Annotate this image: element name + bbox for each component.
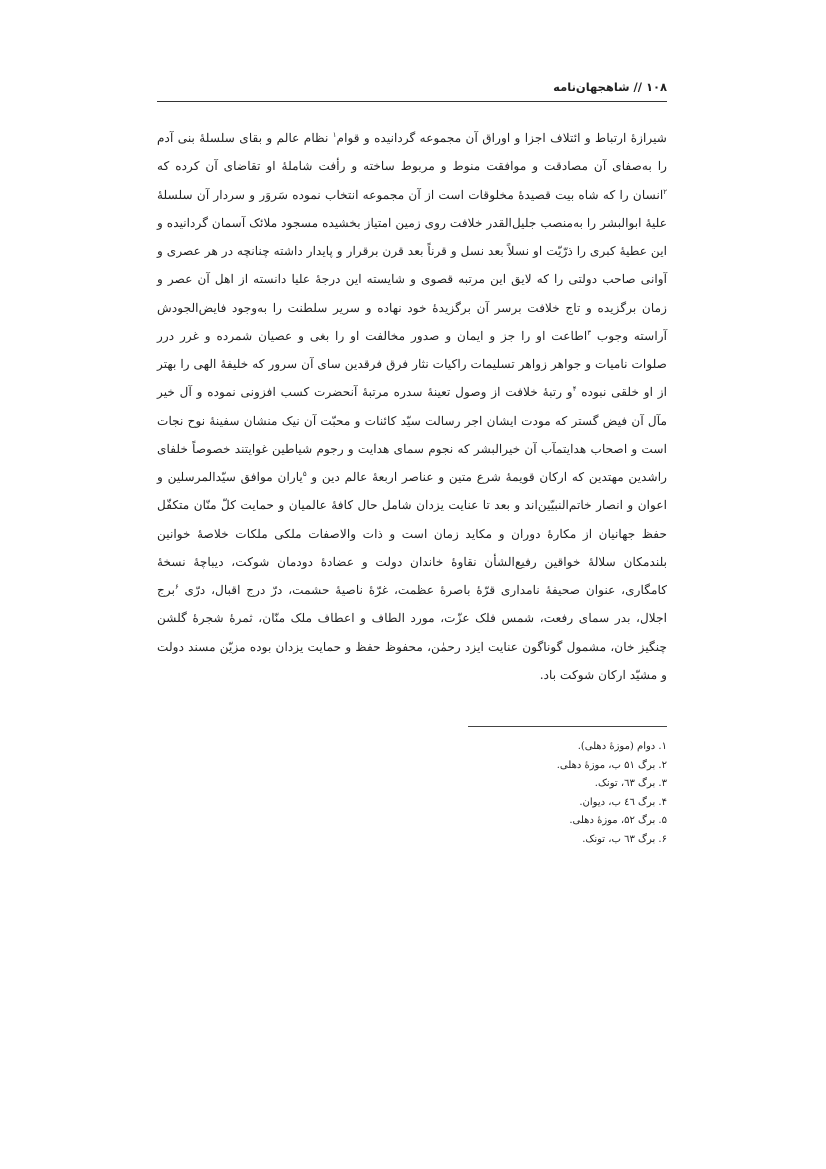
footnote-item: ۶. برگ ٦٣ ب، تونک. [582, 833, 667, 845]
footnote-marker: ۲ [663, 187, 667, 196]
text-segment: نظام عالم و بقای سلسلهٔ بنی آدم را به‌صفای آن مصادقت و موافقت منوط و مربوط ساخته و رأفت شاملهٔ او تقاضای آن کرده که [157, 131, 667, 174]
footnote-marker: ۴ [572, 385, 577, 394]
footnote-item: ۳. برگ ٦٣، تونک. [594, 778, 667, 789]
main-paragraph [157, 124, 667, 689]
footnote-item: ۱. دوام (موزهٔ دهلی). [577, 741, 667, 752]
footnote-marker: ۵ [302, 469, 307, 478]
text-segment: و رتبهٔ خلافت از وصول تعینهٔ سدره مرتبهٔ آنحضرت کسب افزونی نموده و آل خیر مآل آن فیض گستر که مودت ایشان اجر رسالت سیّد کائنات و محبّت آن نیک منشان سفینهٔ نوح نجات است و اصحاب هدایتمآب آن خیرالبشر که نجوم سمای هدایت و رجوم شیاطین غوایتند خصوصاً خلفای راشدین مهتدین که ارکان قویمهٔ شرع متین و عناصر اربعهٔ عالم دین و [157, 385, 667, 484]
header-divider [157, 101, 667, 102]
text-segment: انسان را که شاه بیت قصیدهٔ مخلوقات است از آن مجموعه انتخاب نموده سَروَر و سردار آن سلسلهٔ علیهٔ ابوالبشر را به‌منصب جلیل‌القدر خلافت روی زمین امتیاز بخشیده مسجود ملائک آسمان گردانیده و این عطیهٔ کبری را ذرّیّت او نسلاً بعد نسل و قرناً بعد قرن برقرار و پایدار داشته چنانچه در هر عصری و آوانی صاحب دولتی را که لایق این مرتبه قصوی و شایسته این درجهٔ علیا دانسته از اهل آن عصر و زمان برگزیده و تاج خلافت برسر آن برگزیدهٔ خود نهاده و سریر سلطنت را به‌وجود فایض‌الجودش آراسته وجوب [157, 187, 667, 343]
footnote-marker: ۳ [587, 328, 592, 337]
text-segment: یاران موافق سیّدالمرسلین و اعوان و انصار خاتم‌النبیّین‌اند و بعد تا عنایت یزدان شامل حال کافهٔ عالمیان و حمایت کلّ منّان متکفّل حفظ جهانیان از مکارهٔ دوران و مکاید زمان است و ذات والاصفات ملکی ملکات خلاصهٔ خوانین بلندمکان سلالهٔ خواقین رفیع‌الشأن نقاوهٔ خاندان دولت و عضادهٔ دودمان شوکت، دیباچهٔ نسخهٔ کامگاری، عنوان صحیفهٔ نامداری قرّهٔ باصرهٔ عظمت، غرّهٔ ناصیهٔ حشمت، درّ درج اقبال، درّی [157, 470, 667, 597]
footnote-marker: ۱ [332, 130, 337, 139]
footnote-marker: ۶ [174, 582, 179, 591]
footnote-divider [468, 726, 667, 727]
text-segment: اطاعت او را جز و ایمان و صدور مخالفت او را بغی و عصیان شمرده و غرر درر صلوات نامیات و جواهر زواهر تسلیمات راکیات نثار فرق فرقدین سای آن سرور که خلیفهٔ الهی را بهتر از او خلقی نبوده [157, 328, 667, 400]
footnote-item: ۴. برگ ٤٦ ب، دیوان. [579, 796, 667, 808]
header-title: ۱۰۸ // شاهجهان‌نامه [553, 80, 667, 94]
footnote-list [400, 738, 667, 849]
text-segment: برج اجلال، بدر سمای رفعت، شمس فلک عزّت، مورد الطاف و اعطاف ملک منّان، ثمرهٔ شجرهٔ گلشن چنگیز خان، مشمول گوناگون عنایت ایزد رحمٰن، محفوظ حفظ و حمایت یزدان بوده مزیّن مسند دولت و مشیّد ارکان شوکت باد. [157, 583, 667, 682]
footnote-item: ۵. برگ ۵۲، موزهٔ دهلی. [569, 815, 667, 826]
footnote-item: ۲. برگ ۵۱ ب، موزهٔ دهلی. [556, 759, 667, 771]
text-segment: شیرازهٔ ارتباط و ائتلاف اجزا و اوراق آن مجموعه گردانیده و قوام [336, 131, 667, 145]
running-header [157, 78, 667, 96]
